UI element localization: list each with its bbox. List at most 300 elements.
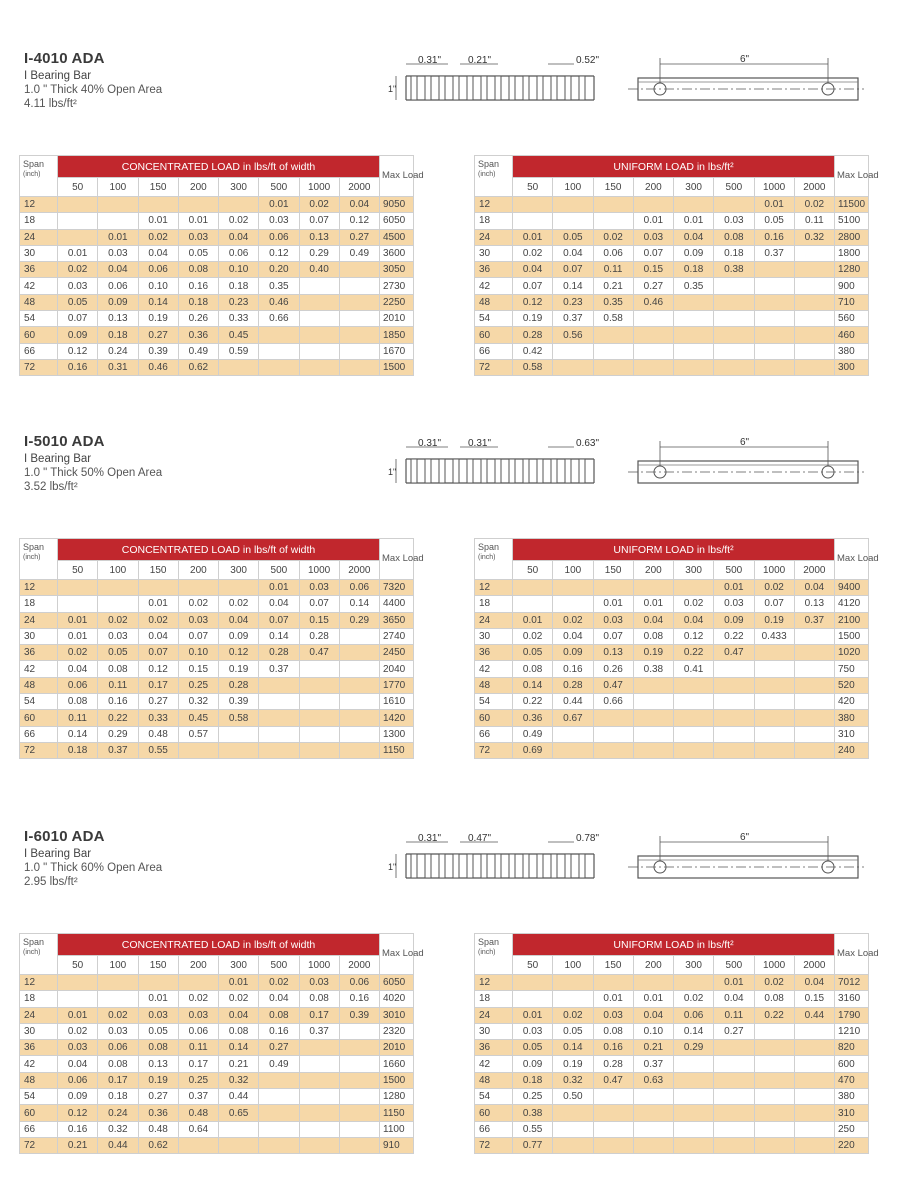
deflection-cell: 0.01 xyxy=(58,1007,98,1023)
load-column-header: 50 xyxy=(513,178,553,197)
deflection-cell: 0.06 xyxy=(339,975,379,991)
deflection-cell: 0.16 xyxy=(593,1040,633,1056)
deflection-cell xyxy=(794,694,834,710)
deflection-cell xyxy=(674,311,714,327)
deflection-cell: 0.02 xyxy=(754,975,794,991)
deflection-cell xyxy=(178,742,218,758)
deflection-cell: 0.35 xyxy=(259,278,299,294)
deflection-cell: 0.15 xyxy=(299,612,339,628)
deflection-cell xyxy=(299,694,339,710)
deflection-cell xyxy=(219,726,259,742)
load-column-header: 1000 xyxy=(299,561,339,580)
deflection-cell: 0.46 xyxy=(259,294,299,310)
max-load-header: Max Load xyxy=(380,934,414,975)
deflection-cell xyxy=(593,1089,633,1105)
table-row xyxy=(475,596,869,612)
deflection-cell: 0.35 xyxy=(674,278,714,294)
max-load-cell: 820 xyxy=(835,1040,869,1056)
deflection-cell: 0.04 xyxy=(794,580,834,596)
dimension-label: 0.31" xyxy=(418,833,442,844)
max-load-cell: 2010 xyxy=(380,311,414,327)
load-column-header: 500 xyxy=(259,561,299,580)
deflection-cell: 0.28 xyxy=(593,1056,633,1072)
load-column-header: 2000 xyxy=(794,178,834,197)
span-cell: 66 xyxy=(475,1121,513,1137)
deflection-cell xyxy=(754,1023,794,1039)
deflection-cell: 0.10 xyxy=(178,645,218,661)
load-column-header: 200 xyxy=(178,956,218,975)
deflection-cell xyxy=(299,1121,339,1137)
table-row xyxy=(20,661,414,677)
deflection-cell: 0.25 xyxy=(178,1072,218,1088)
deflection-cell xyxy=(674,327,714,343)
deflection-cell: 0.58 xyxy=(593,311,633,327)
deflection-cell xyxy=(553,726,593,742)
deflection-cell: 0.06 xyxy=(339,580,379,596)
deflection-cell xyxy=(593,975,633,991)
side-view xyxy=(628,433,864,499)
concentrated-load-banner: CONCENTRATED LOAD in lbs/ft of width xyxy=(58,156,380,178)
deflection-cell: 0.67 xyxy=(553,710,593,726)
deflection-cell xyxy=(339,278,379,294)
deflection-cell xyxy=(633,742,673,758)
deflection-cell: 0.13 xyxy=(593,645,633,661)
deflection-cell: 0.07 xyxy=(259,612,299,628)
table-row xyxy=(20,694,414,710)
cross-section-diagram xyxy=(388,828,618,894)
deflection-cell xyxy=(754,1121,794,1137)
deflection-cell xyxy=(794,245,834,261)
deflection-cell: 0.01 xyxy=(178,213,218,229)
span-cell: 66 xyxy=(20,726,58,742)
max-load-cell: 2800 xyxy=(835,229,869,245)
span-cell: 36 xyxy=(475,1040,513,1056)
side-view xyxy=(628,50,864,116)
table-row xyxy=(20,278,414,294)
deflection-cell xyxy=(138,197,178,213)
deflection-cell: 0.48 xyxy=(138,726,178,742)
deflection-cell: 0.12 xyxy=(58,1105,98,1121)
table-row xyxy=(475,359,869,375)
table-row xyxy=(20,327,414,343)
deflection-cell: 0.03 xyxy=(138,1007,178,1023)
max-load-cell: 470 xyxy=(835,1072,869,1088)
table-header-row xyxy=(475,934,869,956)
thickness-label: 1" xyxy=(388,84,397,94)
deflection-cell xyxy=(259,1072,299,1088)
deflection-cell: 0.08 xyxy=(138,1040,178,1056)
product-section xyxy=(0,828,898,888)
deflection-cell: 0.04 xyxy=(714,991,754,1007)
deflection-cell xyxy=(633,311,673,327)
deflection-cell: 0.07 xyxy=(553,262,593,278)
deflection-cell xyxy=(633,726,673,742)
deflection-cell xyxy=(714,694,754,710)
max-load-cell: 1150 xyxy=(380,1105,414,1121)
max-load-cell: 9050 xyxy=(380,197,414,213)
load-column-header: 100 xyxy=(553,956,593,975)
deflection-cell xyxy=(633,580,673,596)
deflection-cell: 0.03 xyxy=(178,612,218,628)
table-row xyxy=(475,975,869,991)
load-column-header: 100 xyxy=(98,178,138,197)
deflection-cell xyxy=(339,1040,379,1056)
load-column-header: 2000 xyxy=(339,956,379,975)
deflection-cell: 0.12 xyxy=(219,645,259,661)
span-cell: 42 xyxy=(475,1056,513,1072)
max-load-cell: 3160 xyxy=(835,991,869,1007)
deflection-cell: 0.01 xyxy=(593,596,633,612)
deflection-cell xyxy=(633,1137,673,1153)
deflection-cell xyxy=(754,311,794,327)
deflection-cell: 0.27 xyxy=(138,1089,178,1105)
product-bar-type: I Bearing Bar xyxy=(24,848,92,860)
dimension-label: 0.31" xyxy=(418,438,442,449)
deflection-cell: 0.38 xyxy=(513,1105,553,1121)
span-header-unit: (inch) xyxy=(23,554,41,561)
table-row xyxy=(475,1105,869,1121)
deflection-cell xyxy=(794,1056,834,1072)
deflection-cell xyxy=(754,645,794,661)
span-header xyxy=(20,539,58,580)
span-cell: 24 xyxy=(475,1007,513,1023)
span-header-unit: (inch) xyxy=(23,171,41,178)
deflection-cell xyxy=(299,1040,339,1056)
max-load-cell: 220 xyxy=(835,1137,869,1153)
deflection-cell: 0.09 xyxy=(674,245,714,261)
deflection-cell xyxy=(513,991,553,1007)
deflection-cell xyxy=(633,1105,673,1121)
table-header-row xyxy=(475,156,869,178)
deflection-cell xyxy=(794,311,834,327)
deflection-cell: 0.08 xyxy=(299,991,339,1007)
deflection-cell xyxy=(259,1105,299,1121)
deflection-cell: 0.11 xyxy=(98,677,138,693)
deflection-cell: 0.06 xyxy=(593,245,633,261)
span-cell: 54 xyxy=(20,694,58,710)
product-thickness: 1.0 " Thick 60% Open Area xyxy=(24,862,163,874)
deflection-cell xyxy=(794,1072,834,1088)
span-cell: 48 xyxy=(20,294,58,310)
load-column-header: 150 xyxy=(593,561,633,580)
deflection-cell xyxy=(754,278,794,294)
deflection-cell: 0.66 xyxy=(593,694,633,710)
deflection-cell: 0.10 xyxy=(219,262,259,278)
load-columns-row xyxy=(475,178,869,197)
concentrated-load-banner: CONCENTRATED LOAD in lbs/ft of width xyxy=(58,539,380,561)
deflection-cell: 0.04 xyxy=(219,1007,259,1023)
deflection-cell: 0.15 xyxy=(794,991,834,1007)
span-cell: 48 xyxy=(20,677,58,693)
deflection-cell xyxy=(259,677,299,693)
deflection-cell: 0.09 xyxy=(553,645,593,661)
deflection-cell xyxy=(219,1137,259,1153)
deflection-cell: 0.02 xyxy=(138,612,178,628)
max-load-cell: 1850 xyxy=(380,327,414,343)
deflection-cell: 0.19 xyxy=(754,612,794,628)
max-load-cell: 900 xyxy=(835,278,869,294)
span-cell: 60 xyxy=(475,327,513,343)
deflection-cell: 0.21 xyxy=(219,1056,259,1072)
deflection-cell: 0.02 xyxy=(178,596,218,612)
table-row xyxy=(475,677,869,693)
deflection-cell xyxy=(674,197,714,213)
span-length-label: 6" xyxy=(740,832,750,843)
deflection-cell: 0.29 xyxy=(299,245,339,261)
deflection-cell: 0.13 xyxy=(138,1056,178,1072)
deflection-cell: 0.08 xyxy=(754,991,794,1007)
deflection-cell: 0.15 xyxy=(178,661,218,677)
table-row xyxy=(20,612,414,628)
deflection-cell: 0.20 xyxy=(259,262,299,278)
deflection-cell: 0.08 xyxy=(633,628,673,644)
span-cell: 42 xyxy=(20,661,58,677)
table-row xyxy=(20,580,414,596)
max-load-cell: 3050 xyxy=(380,262,414,278)
load-column-header: 200 xyxy=(178,561,218,580)
deflection-cell: 0.08 xyxy=(98,1056,138,1072)
deflection-cell xyxy=(219,359,259,375)
product-thickness: 1.0 " Thick 50% Open Area xyxy=(24,467,163,479)
span-cell: 30 xyxy=(20,1023,58,1039)
load-column-header: 150 xyxy=(593,956,633,975)
deflection-cell: 0.03 xyxy=(178,1007,218,1023)
deflection-cell: 0.04 xyxy=(339,197,379,213)
load-column-header: 500 xyxy=(259,956,299,975)
deflection-cell xyxy=(754,694,794,710)
deflection-cell: 0.22 xyxy=(513,694,553,710)
deflection-cell: 0.16 xyxy=(339,991,379,1007)
table-row xyxy=(475,327,869,343)
deflection-cell: 0.10 xyxy=(633,1023,673,1039)
max-load-cell: 1150 xyxy=(380,742,414,758)
deflection-cell xyxy=(633,694,673,710)
deflection-cell: 0.02 xyxy=(674,596,714,612)
deflection-cell: 0.08 xyxy=(178,262,218,278)
max-load-cell: 7320 xyxy=(380,580,414,596)
deflection-cell: 0.03 xyxy=(299,975,339,991)
cross-section xyxy=(388,828,618,894)
deflection-cell: 0.02 xyxy=(58,262,98,278)
max-load-header: Max Load xyxy=(835,156,869,197)
span-cell: 54 xyxy=(20,1089,58,1105)
table-row xyxy=(20,1056,414,1072)
span-cell: 48 xyxy=(475,1072,513,1088)
span-cell: 18 xyxy=(20,991,58,1007)
deflection-cell: 0.03 xyxy=(593,612,633,628)
deflection-cell xyxy=(754,1072,794,1088)
concentrated-load-table xyxy=(19,538,424,759)
load-column-header: 50 xyxy=(513,561,553,580)
deflection-cell xyxy=(714,742,754,758)
product-weight: 2.95 lbs/ft² xyxy=(24,876,78,888)
deflection-cell xyxy=(674,742,714,758)
deflection-cell xyxy=(553,1121,593,1137)
dimension-label: 0.52" xyxy=(576,55,600,66)
deflection-cell: 0.21 xyxy=(593,278,633,294)
max-load-cell: 11500 xyxy=(835,197,869,213)
deflection-cell: 0.01 xyxy=(138,596,178,612)
load-column-header: 50 xyxy=(513,956,553,975)
deflection-cell xyxy=(593,580,633,596)
deflection-cell xyxy=(593,726,633,742)
span-header-unit: (inch) xyxy=(23,949,41,956)
deflection-cell xyxy=(339,1023,379,1039)
load-column-header: 200 xyxy=(633,561,673,580)
deflection-cell xyxy=(339,311,379,327)
deflection-cell: 0.28 xyxy=(553,677,593,693)
deflection-cell: 0.44 xyxy=(98,1137,138,1153)
span-cell: 36 xyxy=(475,645,513,661)
max-load-cell: 420 xyxy=(835,694,869,710)
deflection-cell: 0.09 xyxy=(513,1056,553,1072)
span-length-label: 6" xyxy=(740,437,750,448)
deflection-cell xyxy=(513,975,553,991)
deflection-cell xyxy=(593,1105,633,1121)
deflection-cell: 0.06 xyxy=(58,677,98,693)
deflection-cell xyxy=(794,742,834,758)
deflection-cell xyxy=(299,343,339,359)
span-header-label: Span xyxy=(478,542,500,552)
deflection-cell: 0.14 xyxy=(339,596,379,612)
deflection-cell: 0.01 xyxy=(513,229,553,245)
max-load-cell: 2450 xyxy=(380,645,414,661)
load-column-header: 150 xyxy=(138,561,178,580)
deflection-cell: 0.36 xyxy=(138,1105,178,1121)
max-load-cell: 910 xyxy=(380,1137,414,1153)
deflection-cell: 0.56 xyxy=(553,327,593,343)
deflection-cell xyxy=(98,213,138,229)
deflection-cell: 0.03 xyxy=(593,1007,633,1023)
max-load-cell: 240 xyxy=(835,742,869,758)
span-cell: 66 xyxy=(475,726,513,742)
span-cell: 12 xyxy=(20,975,58,991)
deflection-cell xyxy=(299,327,339,343)
deflection-cell xyxy=(674,975,714,991)
deflection-cell: 0.36 xyxy=(178,327,218,343)
deflection-cell: 0.02 xyxy=(219,596,259,612)
deflection-cell: 0.37 xyxy=(98,742,138,758)
deflection-cell xyxy=(299,742,339,758)
deflection-cell xyxy=(339,1137,379,1153)
product-section xyxy=(0,50,898,110)
product-title: I-6010 ADA xyxy=(24,828,105,845)
table-row xyxy=(475,580,869,596)
span-cell: 30 xyxy=(20,245,58,261)
table-row xyxy=(475,278,869,294)
table-row xyxy=(475,262,869,278)
load-column-header: 200 xyxy=(633,178,673,197)
load-column-header: 1000 xyxy=(299,178,339,197)
deflection-cell: 0.07 xyxy=(593,628,633,644)
load-column-header: 2000 xyxy=(794,956,834,975)
deflection-cell xyxy=(794,628,834,644)
deflection-cell xyxy=(754,1056,794,1072)
deflection-cell: 0.57 xyxy=(178,726,218,742)
deflection-cell: 0.58 xyxy=(219,710,259,726)
deflection-cell: 0.19 xyxy=(219,661,259,677)
deflection-cell: 0.04 xyxy=(259,991,299,1007)
max-load-cell: 1100 xyxy=(380,1121,414,1137)
deflection-cell xyxy=(58,596,98,612)
deflection-cell xyxy=(339,327,379,343)
deflection-cell: 0.44 xyxy=(553,694,593,710)
deflection-cell xyxy=(98,580,138,596)
max-load-cell: 9400 xyxy=(835,580,869,596)
deflection-cell: 0.02 xyxy=(138,229,178,245)
max-load-cell: 2320 xyxy=(380,1023,414,1039)
deflection-cell: 0.07 xyxy=(299,596,339,612)
load-column-header: 200 xyxy=(633,956,673,975)
deflection-cell: 0.21 xyxy=(633,1040,673,1056)
deflection-cell: 0.03 xyxy=(58,1040,98,1056)
side-view-diagram xyxy=(628,828,864,894)
span-cell: 66 xyxy=(475,343,513,359)
deflection-cell: 0.12 xyxy=(259,245,299,261)
span-cell: 30 xyxy=(475,245,513,261)
deflection-cell: 0.28 xyxy=(219,677,259,693)
deflection-cell: 0.18 xyxy=(178,294,218,310)
deflection-cell: 0.48 xyxy=(178,1105,218,1121)
span-cell: 30 xyxy=(475,628,513,644)
deflection-cell: 0.32 xyxy=(98,1121,138,1137)
deflection-cell: 0.05 xyxy=(58,294,98,310)
deflection-cell: 0.27 xyxy=(138,694,178,710)
deflection-cell xyxy=(513,580,553,596)
side-view xyxy=(628,828,864,894)
table-row xyxy=(475,229,869,245)
deflection-cell xyxy=(754,359,794,375)
span-header xyxy=(475,539,513,580)
deflection-cell: 0.29 xyxy=(98,726,138,742)
table-row xyxy=(475,1023,869,1039)
deflection-cell xyxy=(714,1040,754,1056)
deflection-cell: 0.18 xyxy=(513,1072,553,1088)
deflection-cell: 0.47 xyxy=(714,645,754,661)
deflection-cell xyxy=(259,1121,299,1137)
load-column-header: 500 xyxy=(714,561,754,580)
deflection-cell: 0.08 xyxy=(58,694,98,710)
deflection-cell: 0.16 xyxy=(178,278,218,294)
table-row xyxy=(20,596,414,612)
table-row xyxy=(20,294,414,310)
deflection-cell: 0.03 xyxy=(178,229,218,245)
deflection-cell: 0.01 xyxy=(714,975,754,991)
max-load-cell: 310 xyxy=(835,1105,869,1121)
deflection-cell: 0.16 xyxy=(259,1023,299,1039)
deflection-cell: 0.04 xyxy=(259,596,299,612)
deflection-cell: 0.02 xyxy=(259,975,299,991)
deflection-cell: 0.32 xyxy=(178,694,218,710)
span-header-label: Span xyxy=(478,159,500,169)
product-title: I-4010 ADA xyxy=(24,50,105,67)
span-cell: 12 xyxy=(20,197,58,213)
deflection-cell xyxy=(633,677,673,693)
deflection-cell: 0.27 xyxy=(339,229,379,245)
table-row xyxy=(475,1056,869,1072)
deflection-cell xyxy=(339,1089,379,1105)
max-load-cell: 1420 xyxy=(380,710,414,726)
deflection-cell: 0.02 xyxy=(553,612,593,628)
deflection-cell: 0.04 xyxy=(633,1007,673,1023)
deflection-cell xyxy=(513,596,553,612)
deflection-cell: 0.05 xyxy=(98,645,138,661)
deflection-cell: 0.18 xyxy=(98,1089,138,1105)
deflection-cell: 0.37 xyxy=(178,1089,218,1105)
deflection-cell xyxy=(633,1089,673,1105)
deflection-cell: 0.08 xyxy=(593,1023,633,1039)
deflection-cell xyxy=(259,359,299,375)
